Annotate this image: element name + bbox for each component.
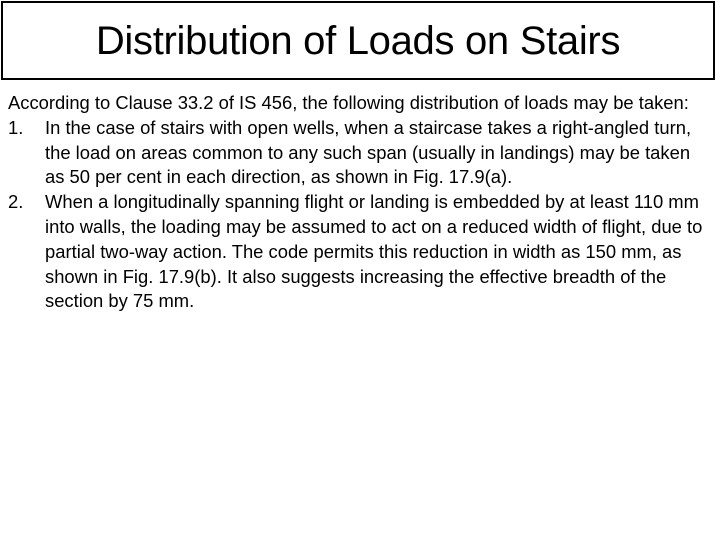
list-item: [8, 190, 708, 314]
slide-body: [8, 91, 708, 314]
slide-title: Distribution of Loads on Stairs: [95, 18, 621, 63]
list-item-number: 1.: [8, 116, 24, 138]
numbered-list: [8, 116, 708, 314]
list-item: [8, 116, 708, 190]
list-item-text: When a longitudinally spanning flight or landing is embedded by at least 110 mm into walls, the loading may be assumed to act on a reduced width of flight, due to partial two-way action. The code permits this reduction in width as 150 mm, as shown in Fig. 17.9(b). It also suggests increasing the effective breadth of the section by 75 mm.: [45, 191, 703, 312]
list-item-text: In the case of stairs with open wells, when a staircase takes a right-angled turn, the load on areas common to any such span (usually in landings) may be taken as 50 per cent in each direction, as shown in Fig. 17.9(a).: [45, 116, 692, 188]
list-item-number: 2.: [8, 191, 24, 213]
title-box: [1, 1, 715, 80]
intro-paragraph: According to Clause 33.2 of IS 456, the following distribution of loads may be taken:: [8, 92, 689, 113]
